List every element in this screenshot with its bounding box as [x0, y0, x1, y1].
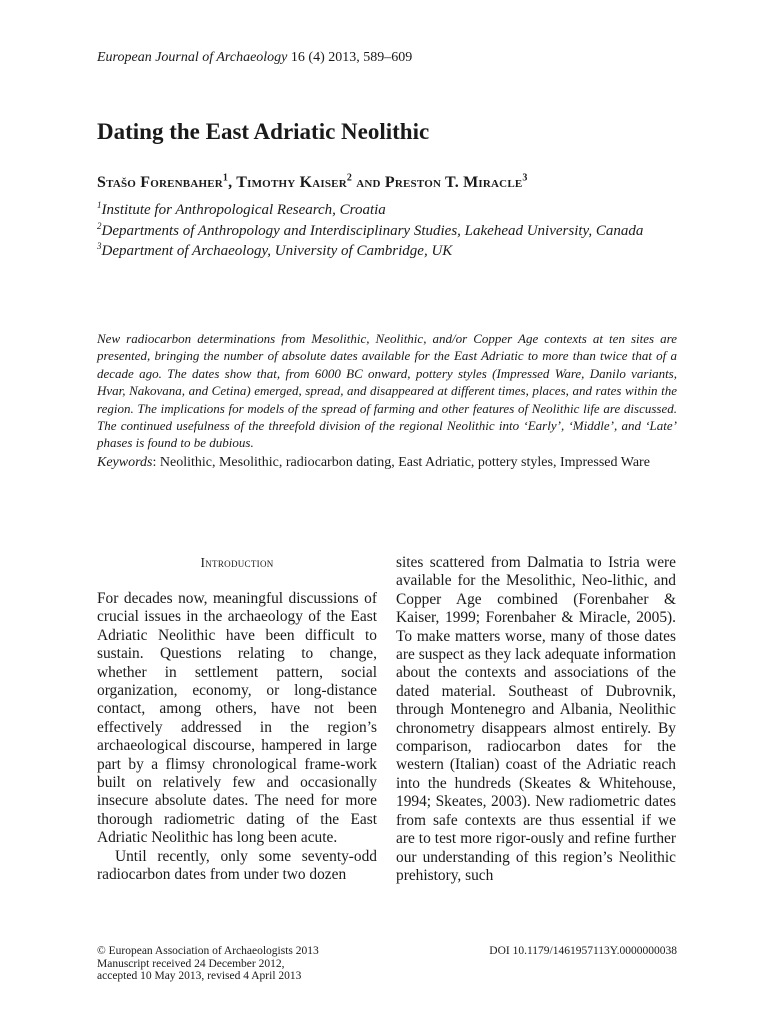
author-affiliation-mark: 1	[222, 172, 229, 184]
affiliation	[97, 241, 657, 262]
body-paragraph: sites scattered from Dalmatia to Istria were available for the Mesolithic, Neo-lithic, and Copper Age combined (Forenbaher & Kaiser, 1999; Forenbaher & Miracle, 2005). To make matters worse, many of those dates are suspect as they lack adequate information about the contexts and associations of the dated material. Southeast of Dubrovnik, through Montenegro and Albania, Neolithic chronometry disappears almost entirely. By comparison, radiocarbon dates for the western (Italian) coast of the Adriatic reach into the hundreds (Skeates & Whitehouse, 1994; Skeates, 2003). New radiometric dates from safe contexts are thus essential if we are to test more rigor-ously and refine further our understanding of this region’s Neolithic prehistory, such	[396, 554, 676, 884]
affiliation	[97, 221, 657, 242]
author-name: Timothy Kaiser	[236, 174, 347, 191]
body-column-left	[97, 590, 377, 885]
article-title: Dating the East Adriatic Neolithic	[97, 119, 430, 144]
author-affiliation-mark: 3	[522, 172, 528, 184]
body-paragraph: Until recently, only some seventy-odd radiocarbon dates from under two dozen	[97, 847, 377, 884]
body-paragraph: For decades now, meaningful discussions of crucial issues in the archaeology of the East Adriatic Neolithic have been difficult to sustain. Questions relating to change, whether in settlement pattern, social organization, economy, or long-distance contact, among others, have not been effectively addressed in the region’s archaeological discourse, hampered in large part by a flimsy chronological frame-work built on relatively few and occasionally insecure absolute dates. The need for more thorough radiometric dating of the East Adriatic Neolithic has long been acute.	[97, 590, 377, 847]
affiliation-text: Department of Archaeology, University of Cambridge, UK	[101, 243, 453, 259]
affiliation-mark: 3	[97, 241, 102, 251]
abstract: New radiocarbon determinations from Mesolithic, Neolithic, and/or Copper Age contexts at ten sites are presented, bringing the number of absolute dates available for the East Adriatic to more than twice that of a decade ago. The dates show that, from 6000 BC onward, pottery styles (Impressed Ware, Danilo variants, Hvar, Nakovana, and Cetina) emerged, spread, and disappeared at different times, places, and rates within the region. The implications for models of the spread of farming and other features of Neolithic life are discussed. The continued usefulness of the threefold division of the regional Neolithic into ‘Early’, ‘Middle’, and ‘Late’ phases is found to be dubious.	[97, 331, 677, 451]
author-separator: ,	[228, 174, 237, 191]
author-affiliation-mark: 2	[346, 172, 353, 184]
affiliations	[97, 200, 657, 262]
affiliation-text: Institute for Anthropological Research, Croatia	[101, 202, 386, 218]
section-heading-introduction: Introduction	[200, 555, 274, 570]
keywords-list: : Neolithic, Mesolithic, radiocarbon dating, East Adriatic, pottery styles, Impressed Ware	[152, 455, 650, 470]
journal-citation	[97, 49, 412, 67]
doi[interactable]: DOI 10.1179/1461957113Y.0000000038	[489, 945, 677, 957]
journal-name: European Journal of Archaeology	[97, 50, 288, 65]
author-name: Stašo Forenbaher	[97, 174, 223, 191]
author-separator: and	[352, 174, 385, 191]
manuscript-accepted: accepted 10 May 2013, revised 4 April 2013	[97, 970, 302, 982]
affiliation-mark: 2	[97, 220, 102, 231]
manuscript-received: Manuscript received 24 December 2012,	[97, 957, 285, 970]
author-list	[97, 173, 528, 193]
keywords-label: Keywords	[97, 455, 153, 470]
journal-volume-pages: 16 (4) 2013, 589–609	[287, 50, 413, 65]
keywords	[97, 455, 677, 471]
affiliation-mark: 1	[97, 200, 102, 210]
body-column-right	[396, 554, 676, 885]
footer-publication-info	[97, 945, 319, 983]
copyright-notice: © European Association of Archaeologists 2013	[97, 945, 319, 957]
author-name: Preston T. Miracle	[384, 174, 523, 191]
affiliation	[97, 200, 657, 221]
affiliation-text: Departments of Anthropology and Interdisciplinary Studies, Lakehead University, Canada	[101, 222, 644, 239]
